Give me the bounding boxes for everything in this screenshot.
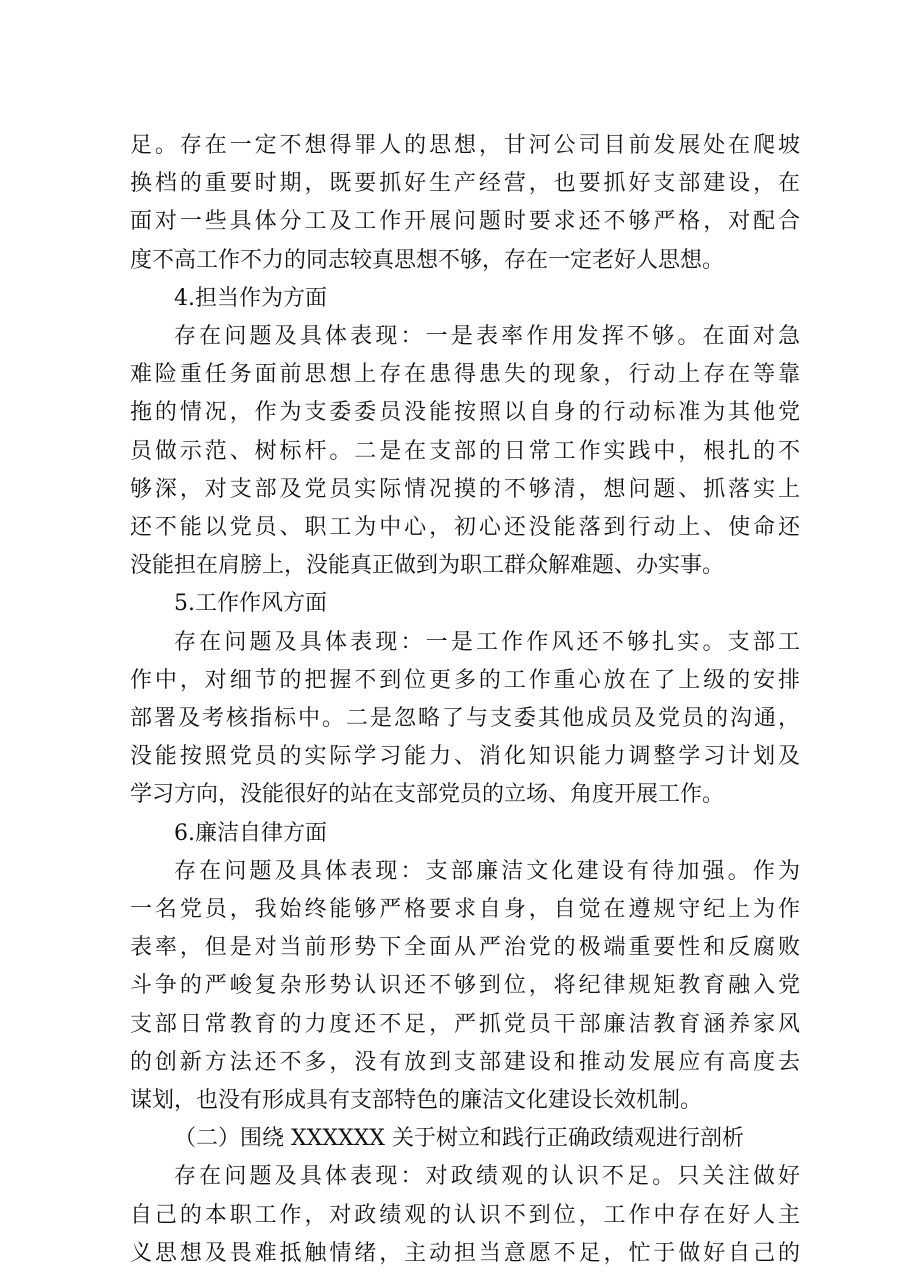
paragraph-line: 面对一些具体分工及工作开展问题时要求还不够严格，对配合 xyxy=(130,209,800,235)
paragraph-line: 义思想及畏难抵触情绪，主动担当意愿不足，忙于做好自己的 xyxy=(130,1240,800,1266)
section-heading: 5.工作作风方面 xyxy=(174,591,327,617)
paragraph-line: 没能担在肩膀上，没能真正做到为职工群众解难题、办实事。 xyxy=(130,553,725,579)
paragraph-line: 换档的重要时期，既要抓好生产经营，也要抓好支部建设，在 xyxy=(130,171,800,197)
paragraph-line: 存在问题及具体表现：一是工作作风还不够扎实。支部工 xyxy=(174,629,800,655)
paragraph-line: 难险重任务面前思想上存在患得患失的现象，行动上存在等靠 xyxy=(130,362,800,388)
paragraph-line: 一名党员，我始终能够严格要求自身，自觉在遵规守纪上为作 xyxy=(130,897,800,922)
paragraph-line: 度不高工作不力的同志较真思想不够，存在一定老好人思想。 xyxy=(130,247,725,273)
paragraph-line: 的创新方法还不多，没有放到支部建设和推动发展应有高度去 xyxy=(130,1049,800,1075)
paragraph-line: 员做示范、树标杆。二是在支部的日常工作实践中，根扎的不 xyxy=(130,438,800,464)
paragraph-line: 还不能以党员、职工为中心，初心还没能落到行动上、使命还 xyxy=(130,515,800,540)
paragraph-line: 存在问题及具体表现：一是表率作用发挥不够。在面对急 xyxy=(174,324,800,349)
paragraph-line: 没能按照党员的实际学习能力、消化知识能力调整学习计划及 xyxy=(130,744,800,770)
paragraph-line: 够深，对支部及党员实际情况摸的不够清，想问题、抓落实上 xyxy=(130,476,800,502)
paragraph-line: 作中，对细节的把握不到位更多的工作重心放在了上级的安排 xyxy=(130,667,800,693)
paragraph-line: 支部日常教育的力度还不足，严抓党员干部廉洁教育涵养家风 xyxy=(130,1011,800,1037)
paragraph-line: 部署及考核指标中。二是忽略了与支委其他成员及党员的沟通， xyxy=(130,706,800,731)
paragraph-line: 表率，但是对当前形势下全面从严治党的极端重要性和反腐败 xyxy=(130,935,800,961)
paragraph-line: 足。存在一定不想得罪人的思想，甘河公司目前发展处在爬坡 xyxy=(130,133,800,158)
paragraph-line: 拖的情况，作为支委委员没能按照以自身的行动标准为其他党 xyxy=(130,400,800,426)
paragraph-line: 斗争的严峻复杂形势认识还不够到位，将纪律规矩教育融入党 xyxy=(130,973,800,999)
section-heading: 6.廉洁自律方面 xyxy=(174,820,327,846)
paragraph-line: 学习方向，没能很好的站在支部党员的立场、角度开展工作。 xyxy=(130,782,725,808)
paragraph-line: 存在问题及具体表现：支部廉洁文化建设有待加强。作为 xyxy=(174,858,800,884)
paragraph-line: 自己的本职工作，对政绩观的认识不到位，工作中存在好人主 xyxy=(130,1202,800,1228)
paragraph-line: 谋划，也没有形成具有支部特色的廉洁文化建设长效机制。 xyxy=(130,1088,703,1113)
subsection-heading: （二）围绕 XXXXXX 关于树立和践行正确政绩观进行剖析 xyxy=(174,1126,744,1152)
paragraph-line: 存在问题及具体表现：对政绩观的认识不足。只关注做好 xyxy=(174,1164,800,1190)
section-heading: 4.担当作为方面 xyxy=(174,285,327,311)
